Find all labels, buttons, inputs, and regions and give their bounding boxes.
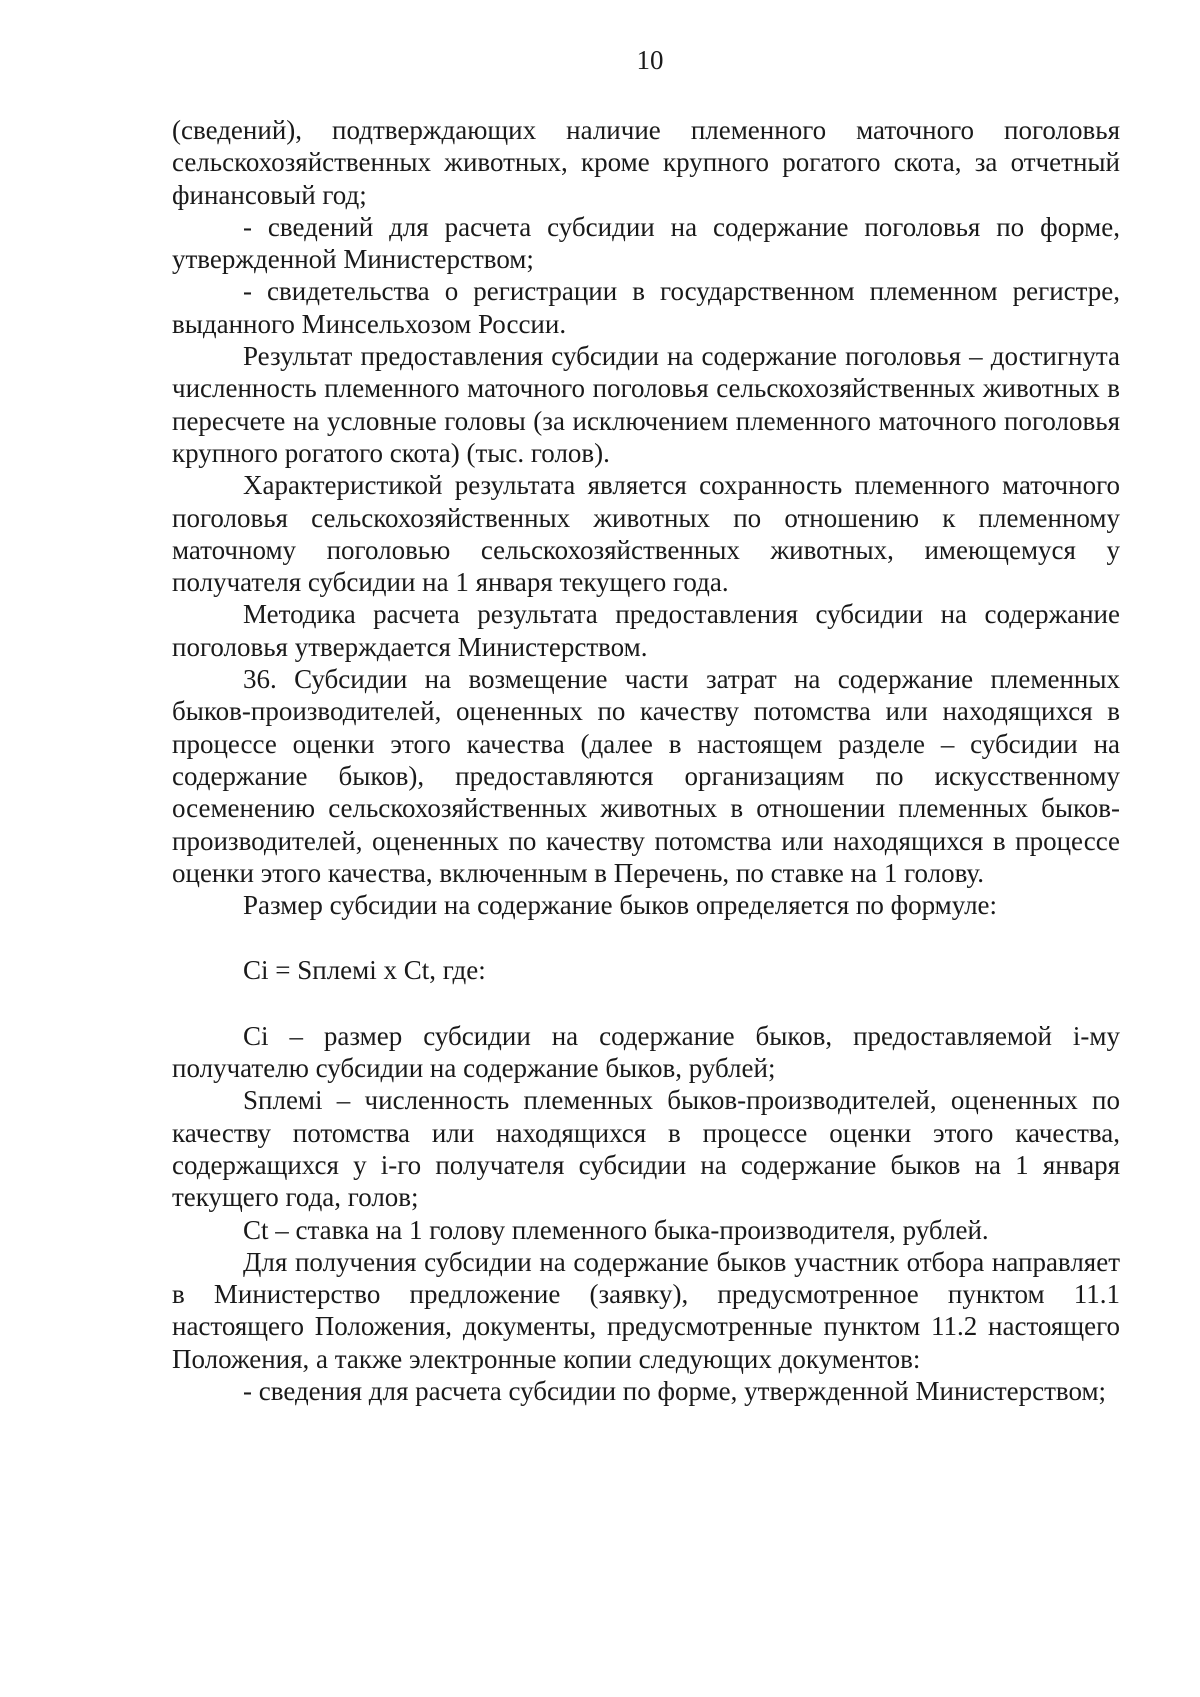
paragraph-formula-intro: Размер субсидии на содержание быков определяется по формуле:: [243, 890, 998, 921]
list-item-registry-certificate: - свидетельства о регистрации в государственном племенном регистре, выданного Минсельхозом России.: [172, 276, 1120, 339]
page-number: 10: [636, 45, 664, 75]
paragraph-result-characteristic: Характеристикой результата является сохранность племенного маточного поголовья сельскохозяйственных животных по отношению к племенному маточному поголовью сельскохозяйственных животных, имеющемуся у получателя субсидии на 1 января текущего года.: [172, 470, 1120, 598]
paragraph-continuation: (сведений), подтверждающих наличие племенного маточного поголовья сельскохозяйственных животных, кроме крупного рогатого скота, за отчетный финансовый год;: [172, 115, 1120, 210]
list-item-calculation-form: - сведения для расчета субсидии по форме, утвержденной Министерством;: [243, 1375, 1107, 1406]
paragraph-section-36: 36. Субсидии на возмещение части затрат на содержание племенных быков-производителей, оцененных по качеству потомства или находящихся в процессе оценки этого качества (далее в настоящем разделе – субсидии на содержание быков), предоставляются организациям по искусственному осеменению сельскохозяйственных животных в отношении племенных быков-производителей, оцененных по качеству потомства или находящихся в процессе оценки этого качества, включенным в Перечень, по ставке на 1 голову.: [172, 664, 1120, 888]
document-body: [172, 114, 1120, 1407]
paragraph-result-definition: Результат предоставления субсидии на содержание поголовья – достигнута численность племенного маточного поголовья сельскохозяйственных животных в пересчете на условные головы (за исключением племенного маточного поголовья крупного рогатого скота) (тыс. голов).: [172, 341, 1120, 468]
list-item-poultry-data-form: - сведений для расчета субсидии на содержание поголовья по форме, утвержденной Министерством;: [172, 211, 1120, 275]
paragraph-methodology: Методика расчета результата предоставления субсидии на содержание поголовья утверждается Министерством.: [172, 599, 1120, 662]
paragraph-ct-definition: Ct – ставка на 1 голову племенного быка-производителя, рублей.: [243, 1214, 989, 1245]
formula: Ci = Sплемi x Ct, где:: [243, 955, 486, 986]
paragraph-ci-definition: Ci – размер субсидии на содержание быков, предоставляемой i-му получателю субсидии на содержание быков, рублей;: [172, 1020, 1120, 1084]
paragraph-application-docs: Для получения субсидии на содержание быков участник отбора направляет в Министерство предложение (заявку), предусмотренное пунктом 11.1 настоящего Положения, документы, предусмотренные пунктом 11.2 настоящего Положения, а также электронные копии следующих документов:: [172, 1246, 1120, 1374]
paragraph-splem-definition: Sплемi – численность племенных быков-производителей, оцененных по качеству потомства или находящихся в процессе оценки этого качества, содержащихся у i-го получателя субсидии на содержание быков на 1 января текущего года, голов;: [172, 1085, 1120, 1213]
